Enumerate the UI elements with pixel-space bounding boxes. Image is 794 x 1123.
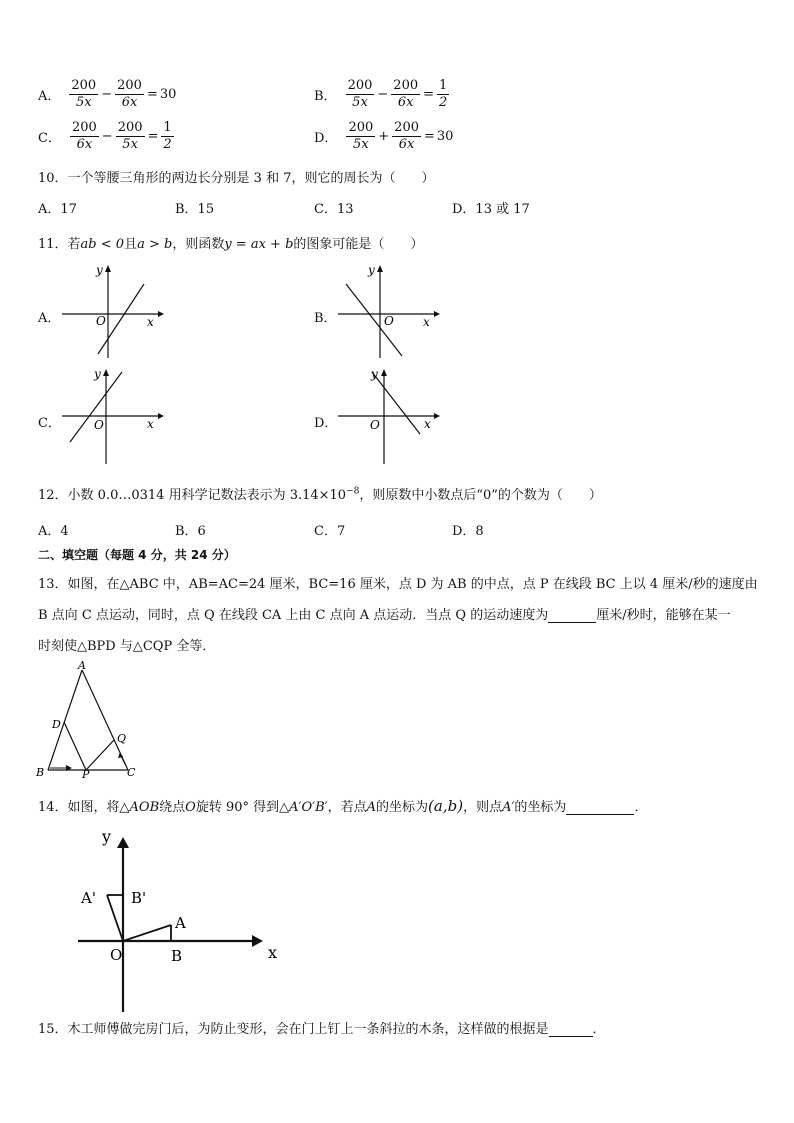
origin-label: O: [94, 418, 104, 432]
origin-label: O: [110, 946, 123, 964]
q15-stem: 15．木工师傅做完房门后，为防止变形，会在门上钉上一条斜拉的木条，这样做的根据是 ．: [38, 1022, 606, 1037]
fraction: $\frac{200}{6x}$: [71, 120, 97, 152]
x-axis-label: x: [423, 315, 430, 329]
fraction: $\frac{200}{5x}$: [117, 120, 143, 152]
y-axis-label: y: [96, 263, 103, 277]
q12-option-a: A．4: [38, 524, 69, 539]
y-axis-label: y: [94, 367, 101, 381]
label-c: C: [127, 766, 136, 779]
q10-option-d: D．13 或 17: [452, 202, 530, 217]
q11-stem: 11．若ab < 0且a > b，则函数y = ax + b的图象可能是（ ）: [38, 237, 424, 252]
label-a-prime: A': [81, 889, 96, 907]
label-a: A: [175, 914, 186, 932]
q10-option-a: A．17: [38, 202, 77, 217]
fraction: $\frac{200}{6x}$: [394, 120, 419, 152]
option-label: A．: [38, 89, 61, 104]
y-axis-label: y: [371, 367, 378, 381]
option-label: D．: [314, 131, 338, 146]
label-p: P: [82, 768, 90, 781]
q9-option-a: A． $\frac{200}{5x}$ − $\frac{200}{6x}$ = 30: [38, 78, 177, 110]
function-expression: y = ax + b: [224, 237, 294, 252]
q9-option-d: D． $\frac{200}{5x}$ + $\frac{200}{6x}$ = 30: [314, 120, 454, 152]
x-axis-label: x: [147, 417, 154, 431]
fraction: $\frac{200}{5x}$: [348, 120, 374, 152]
q13-line-1: 13．如图，在△ABC 中，AB=AC=24 厘米，BC=16 厘米，点 D 为 AB 的中点，点 P 在线段 BC 上以 4 厘米/秒的速度由: [38, 577, 758, 592]
q11-option-c-label: C．: [38, 416, 61, 431]
label-q: Q: [117, 732, 127, 745]
q10-stem: 10．一个等腰三角形的两边长分别是 3 和 7，则它的周长为（ ）: [38, 171, 435, 186]
q11-graph-b: [334, 262, 444, 362]
fraction: $\frac{1}{2}$: [439, 78, 448, 110]
label-b-prime: B': [131, 889, 147, 907]
q13-triangle-figure: [34, 660, 144, 782]
q13-line-2: B 点向 C 点运动，同时，点 Q 在线段 CA 上由 C 点向 A 点运动．当点 Q 的运动速度为 厘米/秒时，能够在某一: [38, 608, 731, 623]
x-axis-label: x: [268, 943, 278, 962]
x-axis-label: x: [147, 315, 154, 329]
x-axis-label: x: [424, 417, 431, 431]
q12-option-b: B．6: [175, 524, 206, 539]
q12-option-c: C．7: [314, 524, 346, 539]
label-a: A: [78, 660, 86, 672]
option-label: C．: [38, 131, 61, 146]
q9-option-b: B． $\frac{200}{5x}$ − $\frac{200}{6x}$ = $\frac{1}{2}$: [314, 78, 448, 110]
q12-stem: 12．小数 0.0…0314 用科学记数法表示为 $3.14\times 10^{-8}$，则原数中小数点后“0”的个数为（ ）: [38, 486, 602, 503]
origin-label: O: [370, 418, 380, 432]
fraction: $\frac{200}{6x}$: [393, 78, 419, 110]
fraction: $\frac{200}{5x}$: [347, 78, 373, 110]
q13-line-3: 时刻使△BPD 与△CQP 全等．: [38, 639, 216, 654]
fraction: $\frac{200}{6x}$: [117, 78, 142, 110]
origin-label: O: [96, 314, 106, 328]
q10-option-c: C．13: [314, 202, 354, 217]
option-label: B．: [314, 89, 337, 104]
label-b: B: [171, 947, 183, 965]
answer-blank[interactable]: [548, 622, 596, 623]
q9-option-c: C． $\frac{200}{6x}$ − $\frac{200}{5x}$ = $\frac{1}{2}$: [38, 120, 172, 152]
q11-graph-c: [58, 366, 168, 466]
origin-label: O: [384, 314, 394, 328]
condition-2: a > b: [137, 237, 173, 252]
q10-option-b: B．15: [175, 202, 215, 217]
q11-option-a-label: A．: [38, 311, 61, 326]
exponent: −8: [346, 486, 360, 497]
section-heading: 二、填空题（每题 4 分，共 24 分）: [38, 548, 236, 562]
q11-graph-a: [58, 262, 168, 362]
answer-blank[interactable]: [549, 1036, 593, 1037]
q14-stem: 14．如图，将△AOB绕点O旋转 90° 得到△A′O′B′，若点A的坐标为(a,b)，则点A′的坐标为 ．: [38, 797, 648, 815]
fraction: $\frac{1}{2}$: [163, 120, 172, 152]
answer-blank[interactable]: [566, 814, 634, 815]
q11-option-b-label: B．: [314, 311, 337, 326]
fraction: $\frac{200}{5x}$: [71, 78, 97, 110]
y-axis-label: y: [368, 263, 375, 277]
label-b: B: [36, 766, 45, 779]
q11-graph-d: [334, 366, 444, 466]
q14-rotation-figure: [70, 830, 290, 1015]
y-axis-label: y: [102, 830, 112, 846]
q11-option-d-label: D．: [314, 416, 338, 431]
label-d: D: [52, 718, 61, 731]
condition-1: ab < 0: [80, 237, 125, 252]
q12-option-d: D．8: [452, 524, 484, 539]
